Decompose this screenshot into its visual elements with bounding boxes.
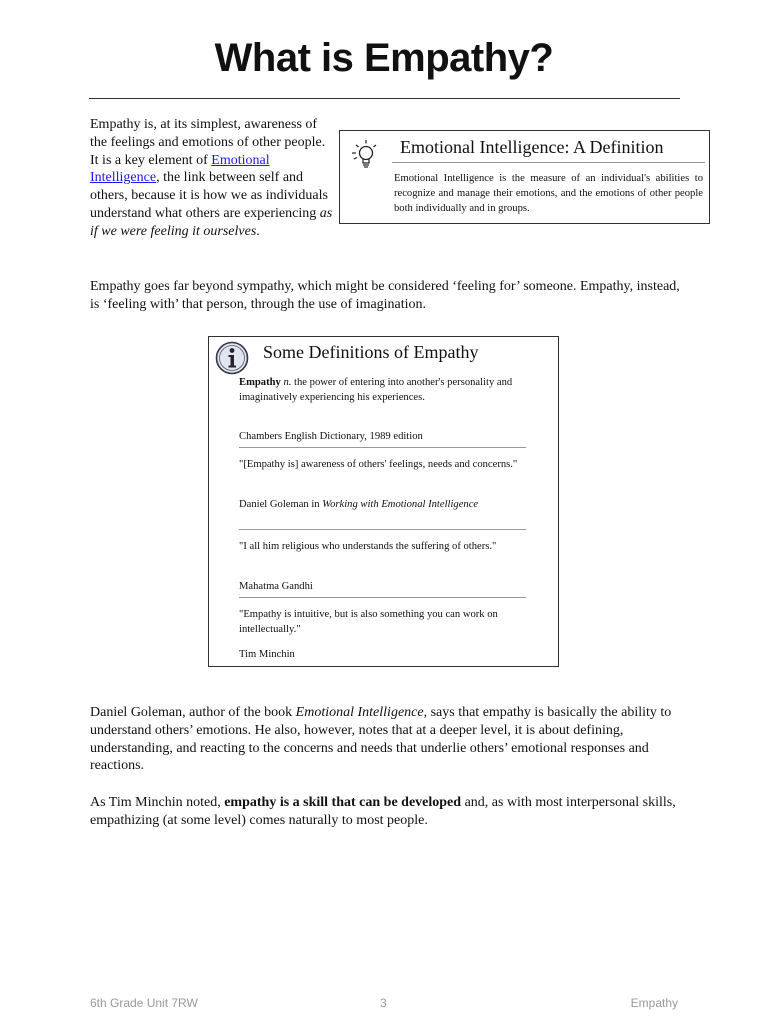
- definition-source-3: Mahatma Gandhi: [239, 581, 313, 592]
- goleman-text-2: , says that empathy is basically the ability to understand others’ emotions. He also, however, notes that at a deeper level, it is about defining, understanding, and reacting to the concerns and needs that underlie others’ emotional responses and reactions.: [90, 705, 672, 774]
- title-divider: [89, 98, 680, 99]
- definition-quote-2: "[Empathy is] awareness of others' feelings, needs and concerns.": [239, 459, 518, 470]
- lightbulb-icon: [348, 137, 378, 171]
- ei-definition-box: [339, 130, 710, 224]
- info-icon: [215, 341, 249, 375]
- definition-source-2: [239, 497, 529, 512]
- footer-right: Empathy: [630, 996, 678, 1010]
- definition-source-4: Tim Minchin: [239, 649, 295, 660]
- definition-quote-4: "Empathy is intuitive, but is also something you can work on intellectually.": [239, 609, 498, 635]
- intro-text-1: Empathy is, at its simplest, awareness of the feelings and emotions of other people. It is a key element of: [90, 117, 326, 168]
- goleman-book-title: Emotional Intelligence: [295, 705, 424, 720]
- definition-pos: n.: [283, 377, 292, 388]
- ei-box-title: Emotional Intelligence: A Definition: [400, 137, 664, 157]
- goleman-paragraph: [90, 704, 690, 775]
- minchin-paragraph: [90, 794, 690, 830]
- intro-text-2: , the link between self and others, because it is how we as individuals understand what others are experiencing: [90, 170, 328, 221]
- intro-paragraph: [90, 116, 336, 241]
- minchin-text-1: As Tim Minchin noted,: [90, 795, 225, 810]
- goleman-text-1: Daniel Goleman, author of the book: [90, 705, 296, 720]
- definitions-title: Some Definitions of Empathy: [263, 342, 479, 362]
- footer-left: 6th Grade Unit 7RW: [90, 996, 198, 1010]
- minchin-text-2: and, as with most interpersonal skills, empathizing (at some level) comes naturally to most people.: [90, 795, 676, 828]
- definition-separator: [239, 529, 526, 530]
- emotional-intelligence-link[interactable]: Emotional Intelligence: [90, 152, 270, 186]
- ei-box-divider: [392, 162, 705, 163]
- source-2-book: Working with Emotional Intelligence: [322, 499, 479, 510]
- definition-entry-1: [239, 375, 529, 405]
- intro-italic: as if we were feeling it ourselves: [90, 205, 333, 239]
- intro-text-3: .: [256, 223, 260, 239]
- definitions-box: [208, 336, 559, 667]
- definition-source-1: Chambers English Dictionary, 1989 edition: [239, 431, 423, 442]
- definition-separator: [239, 447, 526, 448]
- definition-text: the power of entering into another's personality and imaginatively experiencing his experiences.: [239, 377, 513, 403]
- definition-quote-3: "I all him religious who understands the suffering of others.": [239, 541, 497, 552]
- page-title: What is Empathy?: [214, 36, 554, 80]
- minchin-bold: empathy is a skill that can be developed: [224, 795, 462, 810]
- source-2-prefix: Daniel Goleman in: [239, 499, 323, 510]
- definition-term: Empathy: [239, 377, 281, 388]
- page-number: 3: [380, 996, 387, 1010]
- sympathy-paragraph: Empathy goes far beyond sympathy, which might be considered ‘feeling for’ someone. Empathy, instead, is ‘feeling with’ that person, through the use of imagination.: [90, 279, 680, 312]
- definition-separator: [239, 597, 526, 598]
- ei-box-text: Emotional Intelligence is the measure of an individual's abilities to recognize and manage their emotions, and the emotions of other people both individually and in groups.: [394, 173, 703, 214]
